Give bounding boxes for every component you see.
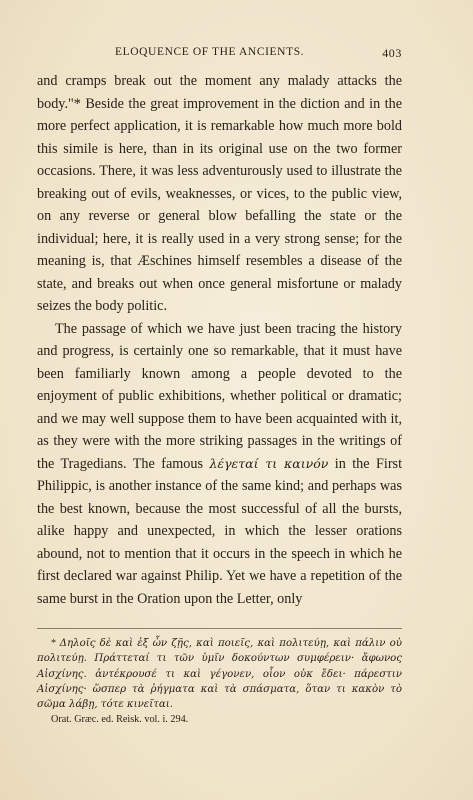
paragraph-text-before-greek: The passage of which we have just been tracing the history and progress, is certainly one so remarkable, that it must have been familiarly known among a people devoted to the enjoyment of public exhibitions, whether political or dramatic; and we may well suppose them to have been acquainted with it, as they were with the more striking passages in the writings of the Tragedians. The famous (37, 320, 402, 472)
paragraph-text-after-greek: in the First Philippic, is another instance of the same kind; and perhaps was the best known, because the most successful of all the bursts, alike happy and unexpected, in which the lesser orations abound, not to mention that it occurs in the speech in which he first declared war against Philip. Yet we have a repetition of the same burst in the Oration upon the Letter, only (37, 455, 403, 607)
footnote-marker: * (51, 638, 57, 649)
footnote-divider (37, 628, 402, 629)
greek-phrase: λέγεταί τι καινόν (209, 455, 329, 471)
footnote-reference: Orat. Græc. ed. Reisk. vol. i. 294. (51, 714, 189, 726)
page-number: 403 (382, 46, 402, 60)
paragraph-continued: and cramps break out the moment any malady attacks the body."* Beside the great improvement in the diction and in the more perfect application, it is remarkable how much more bold this simile is here, than in its original use on the two former occasions. There, it was less adventurously used to illustrate the breaking out of evils, weaknesses, or vices, to the public view, on any reverse or general blow befalling the state or the individual; here, it is really used in a very strong sense; for the meaning is, that Æschines himself resembles a disease of the state, and breaks out when once general misfortune or malady seizes the body politic. (37, 73, 402, 314)
running-title: ELOQUENCE OF THE ANCIENTS. (115, 46, 305, 58)
footnote (37, 636, 402, 728)
main-text (37, 70, 402, 610)
footnote-text (37, 636, 402, 728)
footnote-greek-quotation: Δηλοῖς δὲ καὶ ἐξ ὧν ζῇς, καὶ ποιεῖς, καὶ πολιτεύῃ, καὶ πάλιν οὐ πολιτεύῃ. Πράττεταί τι τῶν ὑμῖν δοκούντων συμφέρειν· ἄφωνος Αἰσχίνης. ἀντέκρουσέ τι καὶ γέγονεν, οἷον οὐκ ἔδει· πάρεστιν Αἰσχίνης· ὥσπερ τὰ ῥήγματα καὶ τὰ σπάσματα, ὅταν τι κακὸν τὸ σῶμα λάβῃ, τότε κινεῖται. (37, 638, 402, 711)
paragraph-passage (37, 318, 402, 611)
